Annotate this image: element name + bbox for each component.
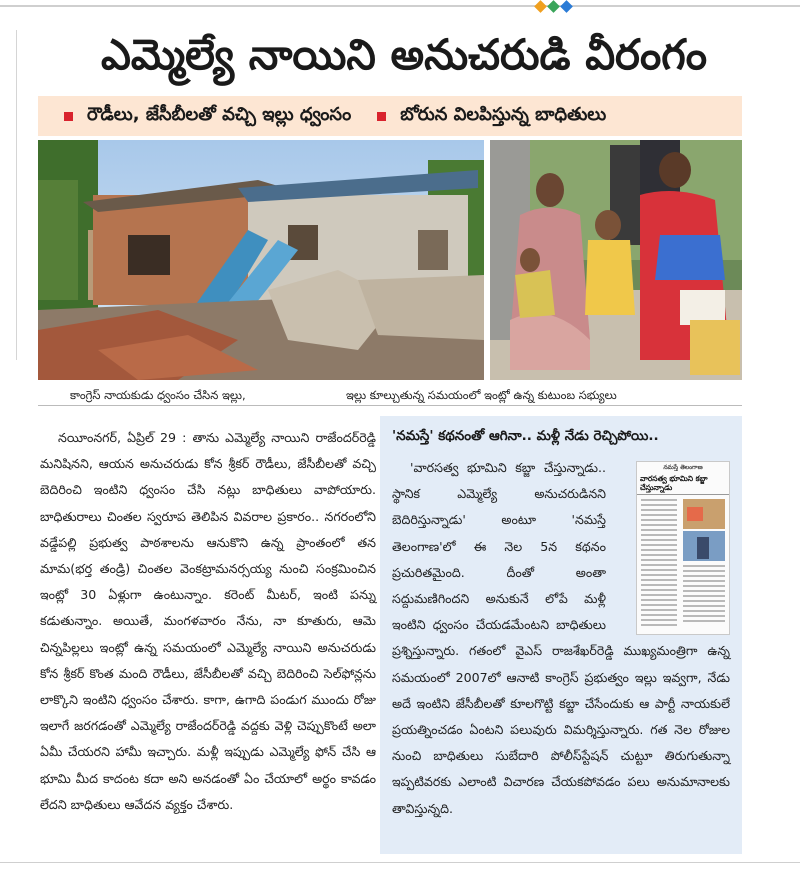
- newspaper-clipping-image: [636, 461, 730, 635]
- photo-caption-right: ఇల్లు కూల్చుతున్న సమయంలో ఇంట్లో ఉన్న కుటుంబ సభ్యులు: [346, 388, 617, 402]
- article-paragraph: నయీంనగర్, ఏప్రిల్ 29 : తాను ఎమ్మెల్యే నాయిని రాజేందర్‌రెడ్డి మనిషినని, ఆయన అనుచరుడు కోన శ్రీకర్ రౌడీలు, జేసీబీలతో వచ్చి బెదిరించి ఇంటిని ధ్వంసం చేసి నట్లు బాధితులు వాపోయారు. బాధితురాలు చింతల స్వరూప తెలిపిన వివరాల ప్రకారం.. నగరంలోని వడ్డేపల్లి ప్రభుత్వ పాఠశాలను ఆనుకొని ఉన్న ప్రాంతంలో తన మామ(భర్త తండ్రి) చింతల వెంకట్రామనర్సయ్య నుంచి సంక్రమించిన ఇంట్లో 30 ఏళ్లుగా ఉంటున్నాం. కరెంట్ మీటర్, ఇంటి పన్ను కడుతున్నాం. అయితే, మంగళవారం నేను, నా కూతురు, ఆమె చిన్నపిల్లలు ఇంట్లో ఉన్న సమయంలో ఎమ్మెల్యే నాయిని అనుచరుడు కోన శ్రీకర్ కొంత మంది రౌడీలు, జేసీబీలతో వచ్చి బెదిరించి సెల్‌ఫోన్లను లాక్కొని ఇంటిని ధ్వంసం చేశారు. కాగా, ఉగాది పండుగ ముందు రోజు ఇలాగే జరగడంతో ఎమ్మెల్యే రాజేందర్‌రెడ్డి వద్దకు వెళ్లి చెప్పుకొంటే అలా ఏమీ చేయరని హామీ ఇచ్చారు. మళ్లీ ఇప్పుడు ఎమ్మెల్యే ఫోన్ చేసి ఆ భూమి మీద కాదంట కదా అని అనడంతో ఏం చేయాలో అర్థం కావడం లేదని బాధితులు ఆవేదన వ్యక్తం చేశారు.: [40, 430, 376, 812]
- subheadline-1: [38, 104, 351, 129]
- blue-diamond-icon: [560, 0, 573, 13]
- clipping-masthead: నమస్తే తెలంగాణ: [663, 464, 703, 471]
- headline: ఎమ్మెల్యే నాయిని అనుచరుడి వీరంగం: [100, 30, 708, 79]
- subheadline-bar: [38, 96, 742, 136]
- subheadline-2-text: బోరున విలపిస్తున్న బాధితులు: [400, 103, 607, 125]
- green-diamond-icon: [547, 0, 560, 13]
- bottom-rule: [0, 862, 800, 863]
- sidebar-paragraph: 'వారసత్వ భూమిని కబ్జా చేస్తున్నాడు.. స్థానిక ఎమ్మెల్యే అనుచరుడినని బెదిరిస్తున్నాడు' అంటూ 'నమస్తే తెలంగాణ'లో ఈ నెల 5న కథనం ప్రచురితమైంది. దీంతో అంతా సద్దుమణిగిందని అనుకునే లోపే మళ్లీ ఇంటిని ధ్వంసం చేయడమేంటని బాధితులు ప్రశ్నిస్తున్నారు. గతంలో వైఎస్ రాజశేఖర్‌రెడ్డి ముఖ్యమంత్రిగా ఉన్న సమయంలో 2007లో ఆనాటి కాంగ్రెస్ ప్రభుత్వం ఇల్లు ఇవ్వగా, నేడు అదే ఇంటిని జేసీబీలతో కూలగొట్టి కబ్జా చేసేందుకు ఆ పార్టీ నాయకులే ప్రయత్నించడం ఏంటని పలువురు విమర్శిస్తున్నారు. గత నెల రోజుల నుంచి బాధితులు సుబేదారి పోలీస్‌స్టేషన్ చుట్టూ తిరుగుతున్నా ఇప్పటివరకు ఎలాంటి విచారణ చేయకపోవడం పలు అనుమానాలకు తావిస్తున్నది.: [392, 460, 730, 816]
- orange-diamond-icon: [534, 0, 547, 13]
- top-rule: [0, 5, 800, 7]
- family-members-photo: [490, 140, 742, 380]
- clipping-body-graphic: [637, 495, 729, 635]
- bullet-square-icon: [64, 112, 73, 121]
- subheadline-2: [351, 104, 606, 129]
- masthead-diamond-icons: [532, 0, 582, 14]
- caption-rule: [38, 405, 742, 406]
- photo-caption-left: కాంగ్రెస్ నాయకుడు ధ్వంసం చేసిన ఇల్లు,: [70, 388, 246, 402]
- demolished-house-photo: [38, 140, 484, 380]
- article-body: [40, 425, 376, 855]
- clipping-title: వారసత్వ భూమిని కబ్జా చేస్తున్నాడు: [637, 472, 729, 495]
- column-rule: [16, 30, 17, 360]
- bullet-square-icon: [377, 112, 386, 121]
- subheadline-1-text: రౌడీలు, జేసీబీలతో వచ్చి ఇల్లు ధ్వంసం: [87, 103, 352, 125]
- sidebar-heading: 'నమస్తే' కథనంతో ఆగినా.. మళ్లీ నేడు రెచ్చిపోయి..: [392, 428, 659, 444]
